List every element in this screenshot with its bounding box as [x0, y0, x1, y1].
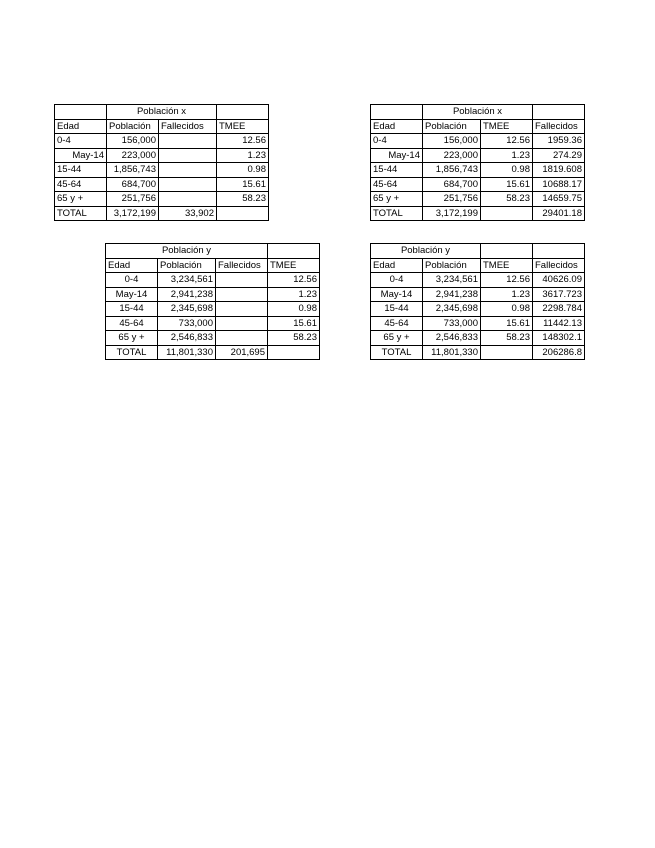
- cell-edad: 65 y +: [371, 192, 423, 207]
- cell-edad: 0-4: [106, 273, 158, 288]
- cell-fallecidos: 201,695: [216, 345, 268, 360]
- header-row: [371, 119, 585, 134]
- cell-edad: 0-4: [371, 273, 423, 288]
- table-row: [55, 134, 269, 149]
- cell-poblacion: 3,234,561: [423, 273, 481, 288]
- cell-fallecidos: 2298.784: [533, 302, 585, 317]
- cell-edad: 45-64: [55, 177, 107, 192]
- table-row: [371, 287, 585, 302]
- cell-fallecidos: [159, 192, 217, 207]
- empty-cell: [481, 244, 533, 259]
- cell-poblacion: 223,000: [107, 148, 159, 163]
- cell-edad: 45-64: [371, 177, 423, 192]
- total-row: [106, 345, 320, 360]
- cell-fallecidos: 206286.8: [533, 345, 585, 360]
- cell-edad: 65 y +: [55, 192, 107, 207]
- header-fallecidos: Fallecidos: [159, 119, 217, 134]
- header-edad: Edad: [371, 258, 423, 273]
- cell-tmee: 1.23: [217, 148, 269, 163]
- table-row: [371, 331, 585, 346]
- cell-tmee: 15.61: [217, 177, 269, 192]
- cell-edad: 15-44: [371, 163, 423, 178]
- cell-edad: TOTAL: [371, 345, 423, 360]
- total-row: [371, 345, 585, 360]
- table-row: [371, 163, 585, 178]
- cell-poblacion: 251,756: [423, 192, 481, 207]
- table-row: [371, 177, 585, 192]
- header-tmee: TMEE: [217, 119, 269, 134]
- cell-poblacion: 1,856,743: [107, 163, 159, 178]
- cell-poblacion: 733,000: [423, 316, 481, 331]
- header-edad: Edad: [106, 258, 158, 273]
- table-row: [55, 148, 269, 163]
- cell-fallecidos: [159, 177, 217, 192]
- cell-edad: 45-64: [371, 316, 423, 331]
- cell-poblacion: 3,172,199: [107, 206, 159, 221]
- cell-tmee: [268, 345, 320, 360]
- table-title: Población x: [423, 105, 533, 120]
- cell-poblacion: 1,856,743: [423, 163, 481, 178]
- cell-fallecidos: 40626.09: [533, 273, 585, 288]
- cell-poblacion: 684,700: [423, 177, 481, 192]
- table-row: [371, 192, 585, 207]
- cell-fallecidos: [216, 302, 268, 317]
- cell-fallecidos: 274.29: [533, 148, 585, 163]
- cell-poblacion: 2,941,238: [423, 287, 481, 302]
- table-row: [371, 273, 585, 288]
- header-fallecidos: Fallecidos: [533, 119, 585, 134]
- cell-edad: May-14: [371, 287, 423, 302]
- cell-fallecidos: 10688.17: [533, 177, 585, 192]
- cell-poblacion: 11,801,330: [423, 345, 481, 360]
- cell-edad: May-14: [106, 287, 158, 302]
- table-title-row: [371, 105, 585, 120]
- table-title: Población y: [371, 244, 481, 259]
- cell-tmee: 58.23: [217, 192, 269, 207]
- cell-tmee: [481, 206, 533, 221]
- cell-tmee: 1.23: [481, 287, 533, 302]
- cell-fallecidos: 29401.18: [533, 206, 585, 221]
- table-row: [55, 163, 269, 178]
- cell-fallecidos: [216, 273, 268, 288]
- cell-poblacion: 2,546,833: [158, 331, 216, 346]
- cell-fallecidos: [216, 316, 268, 331]
- cell-poblacion: 156,000: [423, 134, 481, 149]
- cell-poblacion: 11,801,330: [158, 345, 216, 360]
- cell-edad: TOTAL: [371, 206, 423, 221]
- empty-cell: [533, 105, 585, 120]
- table-row: [55, 177, 269, 192]
- cell-tmee: 15.61: [481, 316, 533, 331]
- header-tmee: TMEE: [481, 119, 533, 134]
- cell-edad: 45-64: [106, 316, 158, 331]
- cell-tmee: [217, 206, 269, 221]
- table-row: [55, 192, 269, 207]
- cell-fallecidos: 3617.723: [533, 287, 585, 302]
- header-poblacion: Población: [423, 258, 481, 273]
- table-poblacion-x-right: [370, 104, 585, 221]
- cell-fallecidos: 148302.1: [533, 331, 585, 346]
- cell-edad: 15-44: [106, 302, 158, 317]
- table-title-row: [371, 244, 585, 259]
- empty-cell: [217, 105, 269, 120]
- cell-tmee: 0.98: [268, 302, 320, 317]
- header-fallecidos: Fallecidos: [216, 258, 268, 273]
- empty-cell: [533, 244, 585, 259]
- cell-tmee: 0.98: [481, 302, 533, 317]
- cell-poblacion: 156,000: [107, 134, 159, 149]
- cell-poblacion: 251,756: [107, 192, 159, 207]
- cell-fallecidos: [216, 331, 268, 346]
- header-row: [55, 119, 269, 134]
- table-poblacion-x-left: [54, 104, 269, 221]
- table-row: [106, 316, 320, 331]
- cell-tmee: 0.98: [481, 163, 533, 178]
- cell-poblacion: 2,345,698: [423, 302, 481, 317]
- cell-fallecidos: 14659.75: [533, 192, 585, 207]
- cell-poblacion: 2,941,238: [158, 287, 216, 302]
- header-tmee: TMEE: [481, 258, 533, 273]
- cell-tmee: 12.56: [481, 134, 533, 149]
- cell-tmee: 12.56: [268, 273, 320, 288]
- cell-tmee: [481, 345, 533, 360]
- table-row: [371, 302, 585, 317]
- cell-tmee: 12.56: [217, 134, 269, 149]
- total-row: [371, 206, 585, 221]
- cell-tmee: 1.23: [481, 148, 533, 163]
- cell-fallecidos: [159, 134, 217, 149]
- cell-edad: TOTAL: [55, 206, 107, 221]
- table-title: Población y: [106, 244, 268, 259]
- cell-fallecidos: [159, 163, 217, 178]
- cell-tmee: 12.56: [481, 273, 533, 288]
- cell-poblacion: 3,234,561: [158, 273, 216, 288]
- cell-edad: 15-44: [371, 302, 423, 317]
- cell-edad: May-14: [371, 148, 423, 163]
- table-row: [106, 287, 320, 302]
- table-row: [106, 302, 320, 317]
- table-poblacion-y-right: [370, 243, 585, 360]
- cell-tmee: 58.23: [268, 331, 320, 346]
- cell-poblacion: 733,000: [158, 316, 216, 331]
- empty-cell: [268, 244, 320, 259]
- table-row: [106, 273, 320, 288]
- cell-fallecidos: 1819.608: [533, 163, 585, 178]
- header-edad: Edad: [55, 119, 107, 134]
- header-poblacion: Población: [423, 119, 481, 134]
- cell-fallecidos: [216, 287, 268, 302]
- cell-edad: May-14: [55, 148, 107, 163]
- cell-poblacion: 684,700: [107, 177, 159, 192]
- header-poblacion: Población: [158, 258, 216, 273]
- cell-edad: 65 y +: [371, 331, 423, 346]
- cell-fallecidos: 33,902: [159, 206, 217, 221]
- cell-tmee: 58.23: [481, 192, 533, 207]
- header-row: [371, 258, 585, 273]
- cell-poblacion: 2,546,833: [423, 331, 481, 346]
- cell-fallecidos: 1959.36: [533, 134, 585, 149]
- cell-edad: TOTAL: [106, 345, 158, 360]
- table-title: Población x: [107, 105, 217, 120]
- table-row: [106, 331, 320, 346]
- cell-edad: 65 y +: [106, 331, 158, 346]
- cell-fallecidos: [159, 148, 217, 163]
- header-row: [106, 258, 320, 273]
- table-row: [371, 148, 585, 163]
- table-title-row: [55, 105, 269, 120]
- cell-tmee: 58.23: [481, 331, 533, 346]
- table-title-row: [106, 244, 320, 259]
- cell-tmee: 15.61: [268, 316, 320, 331]
- header-fallecidos: Fallecidos: [533, 258, 585, 273]
- header-edad: Edad: [371, 119, 423, 134]
- table-row: [371, 134, 585, 149]
- empty-cell: [55, 105, 107, 120]
- cell-tmee: 15.61: [481, 177, 533, 192]
- cell-edad: 15-44: [55, 163, 107, 178]
- cell-fallecidos: 11442.13: [533, 316, 585, 331]
- cell-edad: 0-4: [371, 134, 423, 149]
- table-row: [371, 316, 585, 331]
- cell-tmee: 0.98: [217, 163, 269, 178]
- empty-cell: [371, 105, 423, 120]
- cell-poblacion: 3,172,199: [423, 206, 481, 221]
- cell-tmee: 1.23: [268, 287, 320, 302]
- table-poblacion-y-left: [105, 243, 320, 360]
- cell-edad: 0-4: [55, 134, 107, 149]
- cell-poblacion: 2,345,698: [158, 302, 216, 317]
- header-tmee: TMEE: [268, 258, 320, 273]
- cell-poblacion: 223,000: [423, 148, 481, 163]
- header-poblacion: Población: [107, 119, 159, 134]
- total-row: [55, 206, 269, 221]
